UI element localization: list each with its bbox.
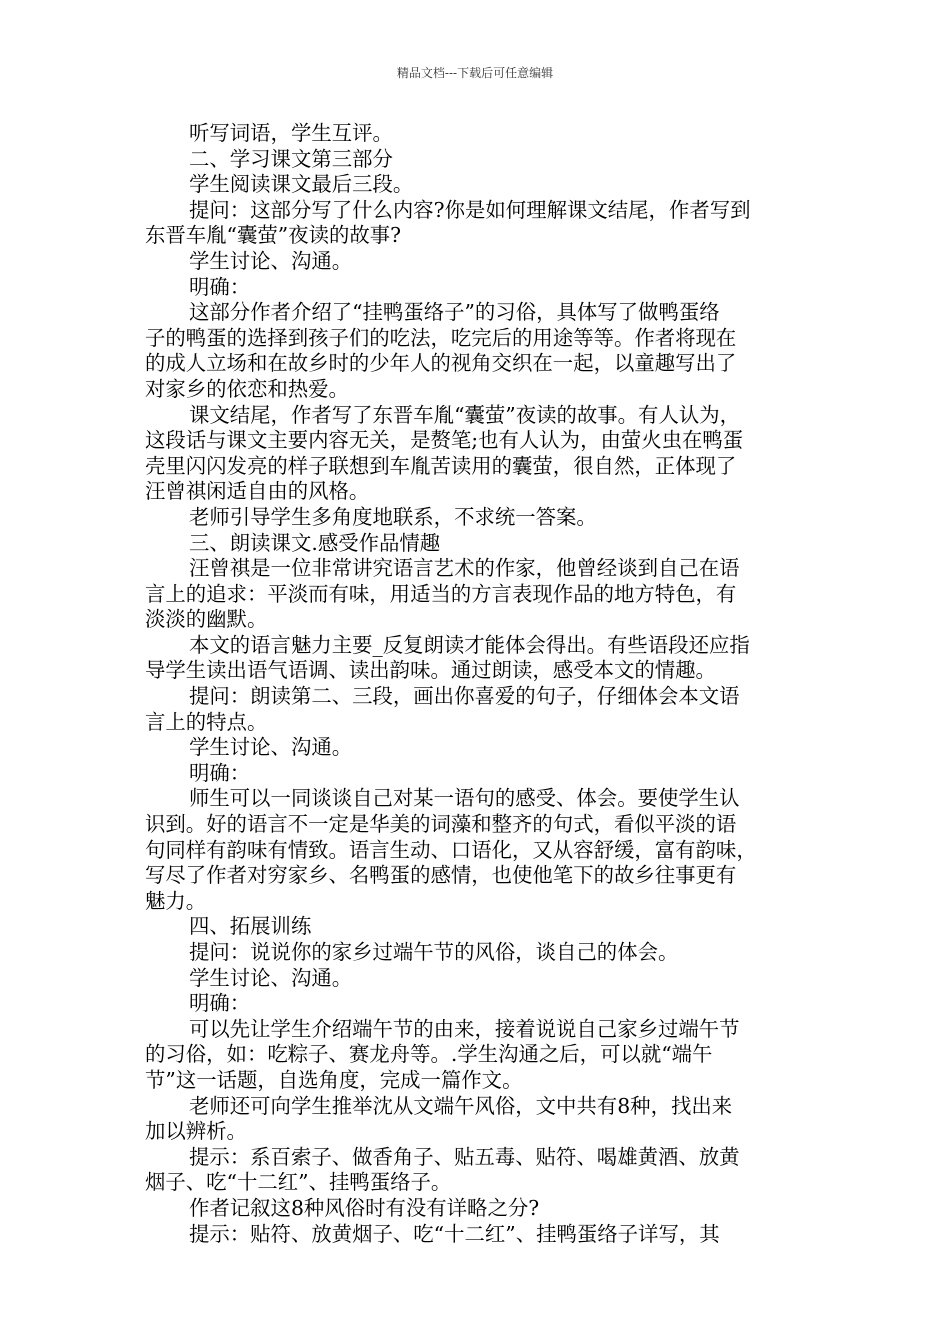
text-line: 加以辨析。: [145, 1119, 247, 1144]
text-line: 师生可以一同谈谈自己对某一语句的感受、体会。要使学生认: [189, 786, 740, 811]
text-line: 学生讨论、沟通。: [189, 248, 353, 273]
text-line: 汪曾祺闲适自由的风格。: [145, 479, 370, 504]
text-line: 这部分作者介绍了“挂鸭蛋络子”的习俗，具体写了做鸭蛋络: [189, 300, 720, 325]
text-line: 提问：这部分写了什么内容?你是如何理解课文结尾，作者写到: [189, 197, 751, 222]
text-line: 二、学习课文第三部分: [189, 146, 393, 171]
text-line: 节”这一话题，自选角度，完成一篇作文。: [145, 1067, 523, 1092]
text-line: 提示：贴符、放黄烟子、吃“十二红”、挂鸭蛋络子详写，其: [189, 1221, 720, 1246]
text-line: 壳里闪闪发亮的样子联想到车胤苦读用的囊萤，很自然，正体现了: [145, 453, 737, 478]
text-line: 写尽了作者对穷家乡、名鸭蛋的感情，也使他笔下的故乡往事更有: [145, 863, 737, 888]
text-line: 学生阅读课文最后三段。: [189, 172, 414, 197]
text-line: 老师还可向学生推举沈从文端午风俗，文中共有8种，找出来: [189, 1093, 733, 1118]
text-line: 识到。好的语言不一定是华美的词藻和整齐的句式，看似平淡的语: [145, 812, 737, 837]
text-line: 对家乡的依恋和热爱。: [145, 376, 349, 401]
text-line: 学生讨论、沟通。: [189, 965, 353, 990]
text-line: 言上的特点。: [145, 709, 268, 734]
text-line: 汪曾祺是一位非常讲究语言艺术的作家，他曾经谈到自己在语: [189, 556, 740, 581]
page-header: 精品文档---下载后可任意编辑: [396, 66, 554, 80]
text-line: 课文结尾，作者写了东晋车胤“囊萤”夜读的故事。有人认为，: [189, 402, 741, 427]
text-line: 明确：: [189, 274, 251, 299]
text-line: 魅力。: [145, 888, 207, 913]
text-line: 烟子、吃“十二红”、挂鸭蛋络子。: [145, 1170, 452, 1195]
text-line: 提问：朗读第二、三段，画出你喜爱的句子，仔细体会本文语: [189, 684, 740, 709]
text-line: 三、朗读课文.感受作品情趣: [189, 530, 441, 555]
text-line: 明确：: [189, 760, 251, 785]
text-line: 导学生读出语气语调、读出韵味。通过朗读，感受本文的情趣。: [145, 658, 716, 683]
text-line: 子的鸭蛋的选择到孩子们的吃法，吃完后的用途等等。作者将现在: [145, 325, 737, 350]
text-line: 四、拓展训练: [189, 914, 312, 939]
text-line: 这段话与课文主要内容无关，是赘笔;也有人认为，由萤火虫在鸭蛋: [145, 428, 744, 453]
text-line: 听写词语，学生互评。: [189, 121, 393, 145]
text-line: 提问：说说你的家乡过端午节的风俗，谈自己的体会。: [189, 940, 679, 964]
text-line: 本文的语言魅力主要_反复朗读才能体会得出。有些语段还应指: [189, 632, 750, 657]
text-line: 的成人立场和在故乡时的少年人的视角交织在一起，以童趣写出了: [145, 351, 737, 376]
text-line: 学生讨论、沟通。: [189, 735, 353, 760]
text-line: 可以先让学生介绍端午节的由来，接着说说自己家乡过端午节: [189, 1016, 740, 1041]
text-line: 的习俗，如：吃粽子、赛龙舟等。.学生沟通之后，可以就“端午: [145, 1042, 713, 1067]
text-line: 言上的追求：平淡而有味，用适当的方言表现作品的地方特色，有: [145, 581, 737, 606]
text-line: 明确：: [189, 991, 251, 1016]
text-line: 提示：系百索子、做香角子、贴五毒、贴符、喝雄黄酒、放黄: [189, 1144, 740, 1169]
text-line: 淡淡的幽默。: [145, 607, 268, 632]
text-line: 东晋车胤“囊萤”夜读的故事?: [145, 223, 402, 248]
document-body: [145, 121, 810, 1247]
text-line: 句同样有韵味有情致。语言生动、口语化，又从容舒缓，富有韵味，: [145, 837, 757, 862]
text-line: 老师引导学生多角度地联系，不求统一答案。: [189, 504, 597, 529]
text-line: 作者记叙这8种风俗时有没有详略之分?: [189, 1195, 540, 1220]
